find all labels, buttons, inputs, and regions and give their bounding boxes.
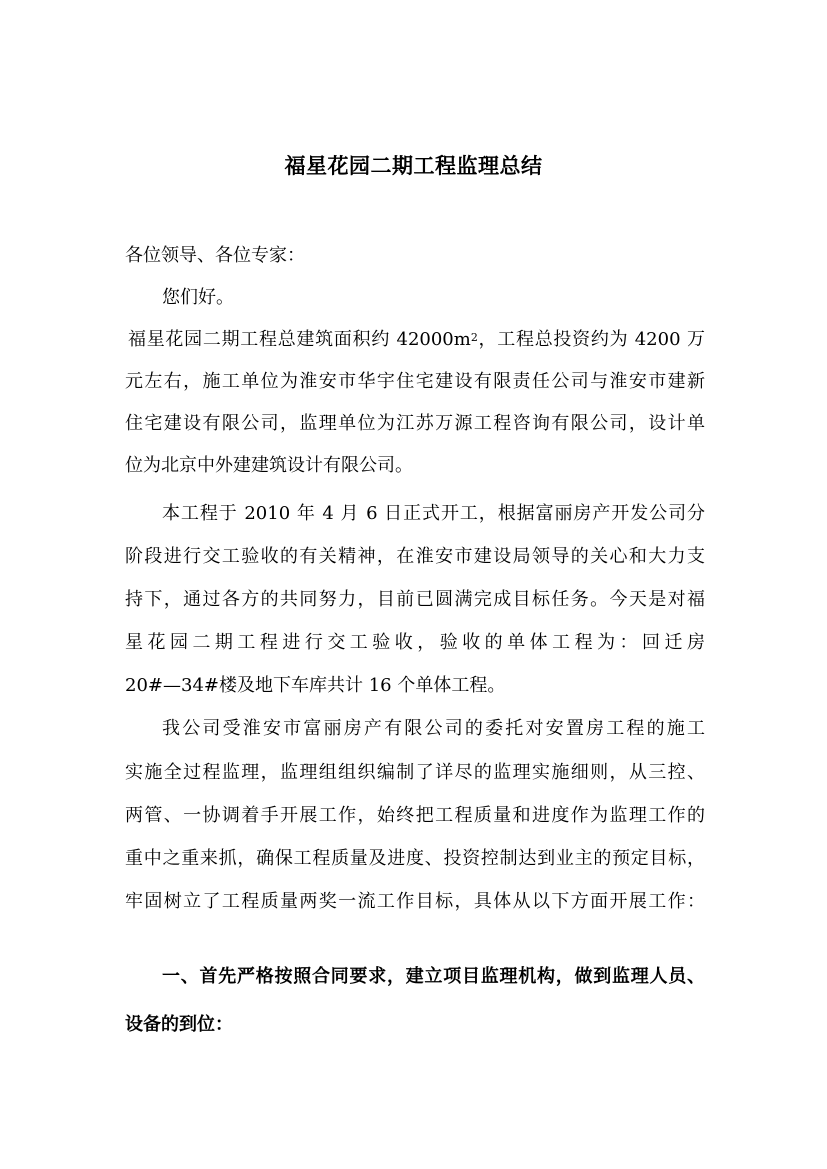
superscript-2: 2 — [470, 331, 478, 344]
paragraph-1-line-3: 住宅建设有限公司，监理单位为江苏万源工程咨询有限公司，设计单 — [125, 413, 705, 434]
paragraph-1-line-4: 位为北京中外建建筑设计有限公司。 — [125, 455, 413, 476]
paragraph-3-line-1: 我公司受淮安市富丽房产有限公司的委托对安置房工程的施工 — [162, 718, 705, 739]
paragraph-3-line-3: 两管、一协调着手开展工作，始终把工程质量和进度作为监理工作的 — [125, 805, 705, 826]
paragraph-2-line-3: 持下，通过各方的共同努力，目前已圆满完成目标任务。今天是对福 — [125, 589, 705, 610]
paragraph-1-line-1-a: 福星花园二期工程总建筑面积约 42000m — [128, 329, 471, 350]
paragraph-3-line-4: 重中之重来抓，确保工程质量及进度、投资控制达到业主的预定目标， — [125, 848, 705, 869]
paragraph-2-line-4: 星花园二期工程进行交工验收，验收的单体工程为：回迁房 — [125, 632, 705, 653]
document-title: 福星花园二期工程监理总结 — [284, 153, 543, 178]
paragraph-3-line-5: 牢固树立了工程质量两奖一流工作目标，具体从以下方面开展工作： — [125, 891, 705, 912]
paragraph-2-line-5: 20#—34#楼及地下车库共计 16 个单体工程。 — [125, 675, 506, 696]
paragraph-1-line-2: 元左右，施工单位为淮安市华宇住宅建设有限责任公司与淮安市建新 — [125, 371, 705, 392]
greeting: 您们好。 — [162, 287, 234, 308]
paragraph-1-line-1-b: ，工程总投资约为 4200 万 — [477, 329, 705, 350]
paragraph-3-line-2: 实施全过程监理，监理组组织编制了详尽的监理实施细则，从三控、 — [125, 762, 705, 783]
paragraph-2-line-2: 阶段进行交工验收的有关精神，在淮安市建设局领导的关心和大力支 — [125, 546, 705, 567]
section-1-heading-line-1: 一、首先严格按照合同要求，建立项目监理机构，做到监理人员、 — [162, 966, 705, 987]
paragraph-1-line-1 — [128, 327, 705, 353]
salutation: 各位领导、各位专家： — [125, 245, 305, 266]
section-1-heading-line-2: 设备的到位： — [125, 1014, 233, 1035]
paragraph-2-line-1: 本工程于 2010 年 4 月 6 日正式开工，根据富丽房产开发公司分 — [162, 503, 705, 524]
